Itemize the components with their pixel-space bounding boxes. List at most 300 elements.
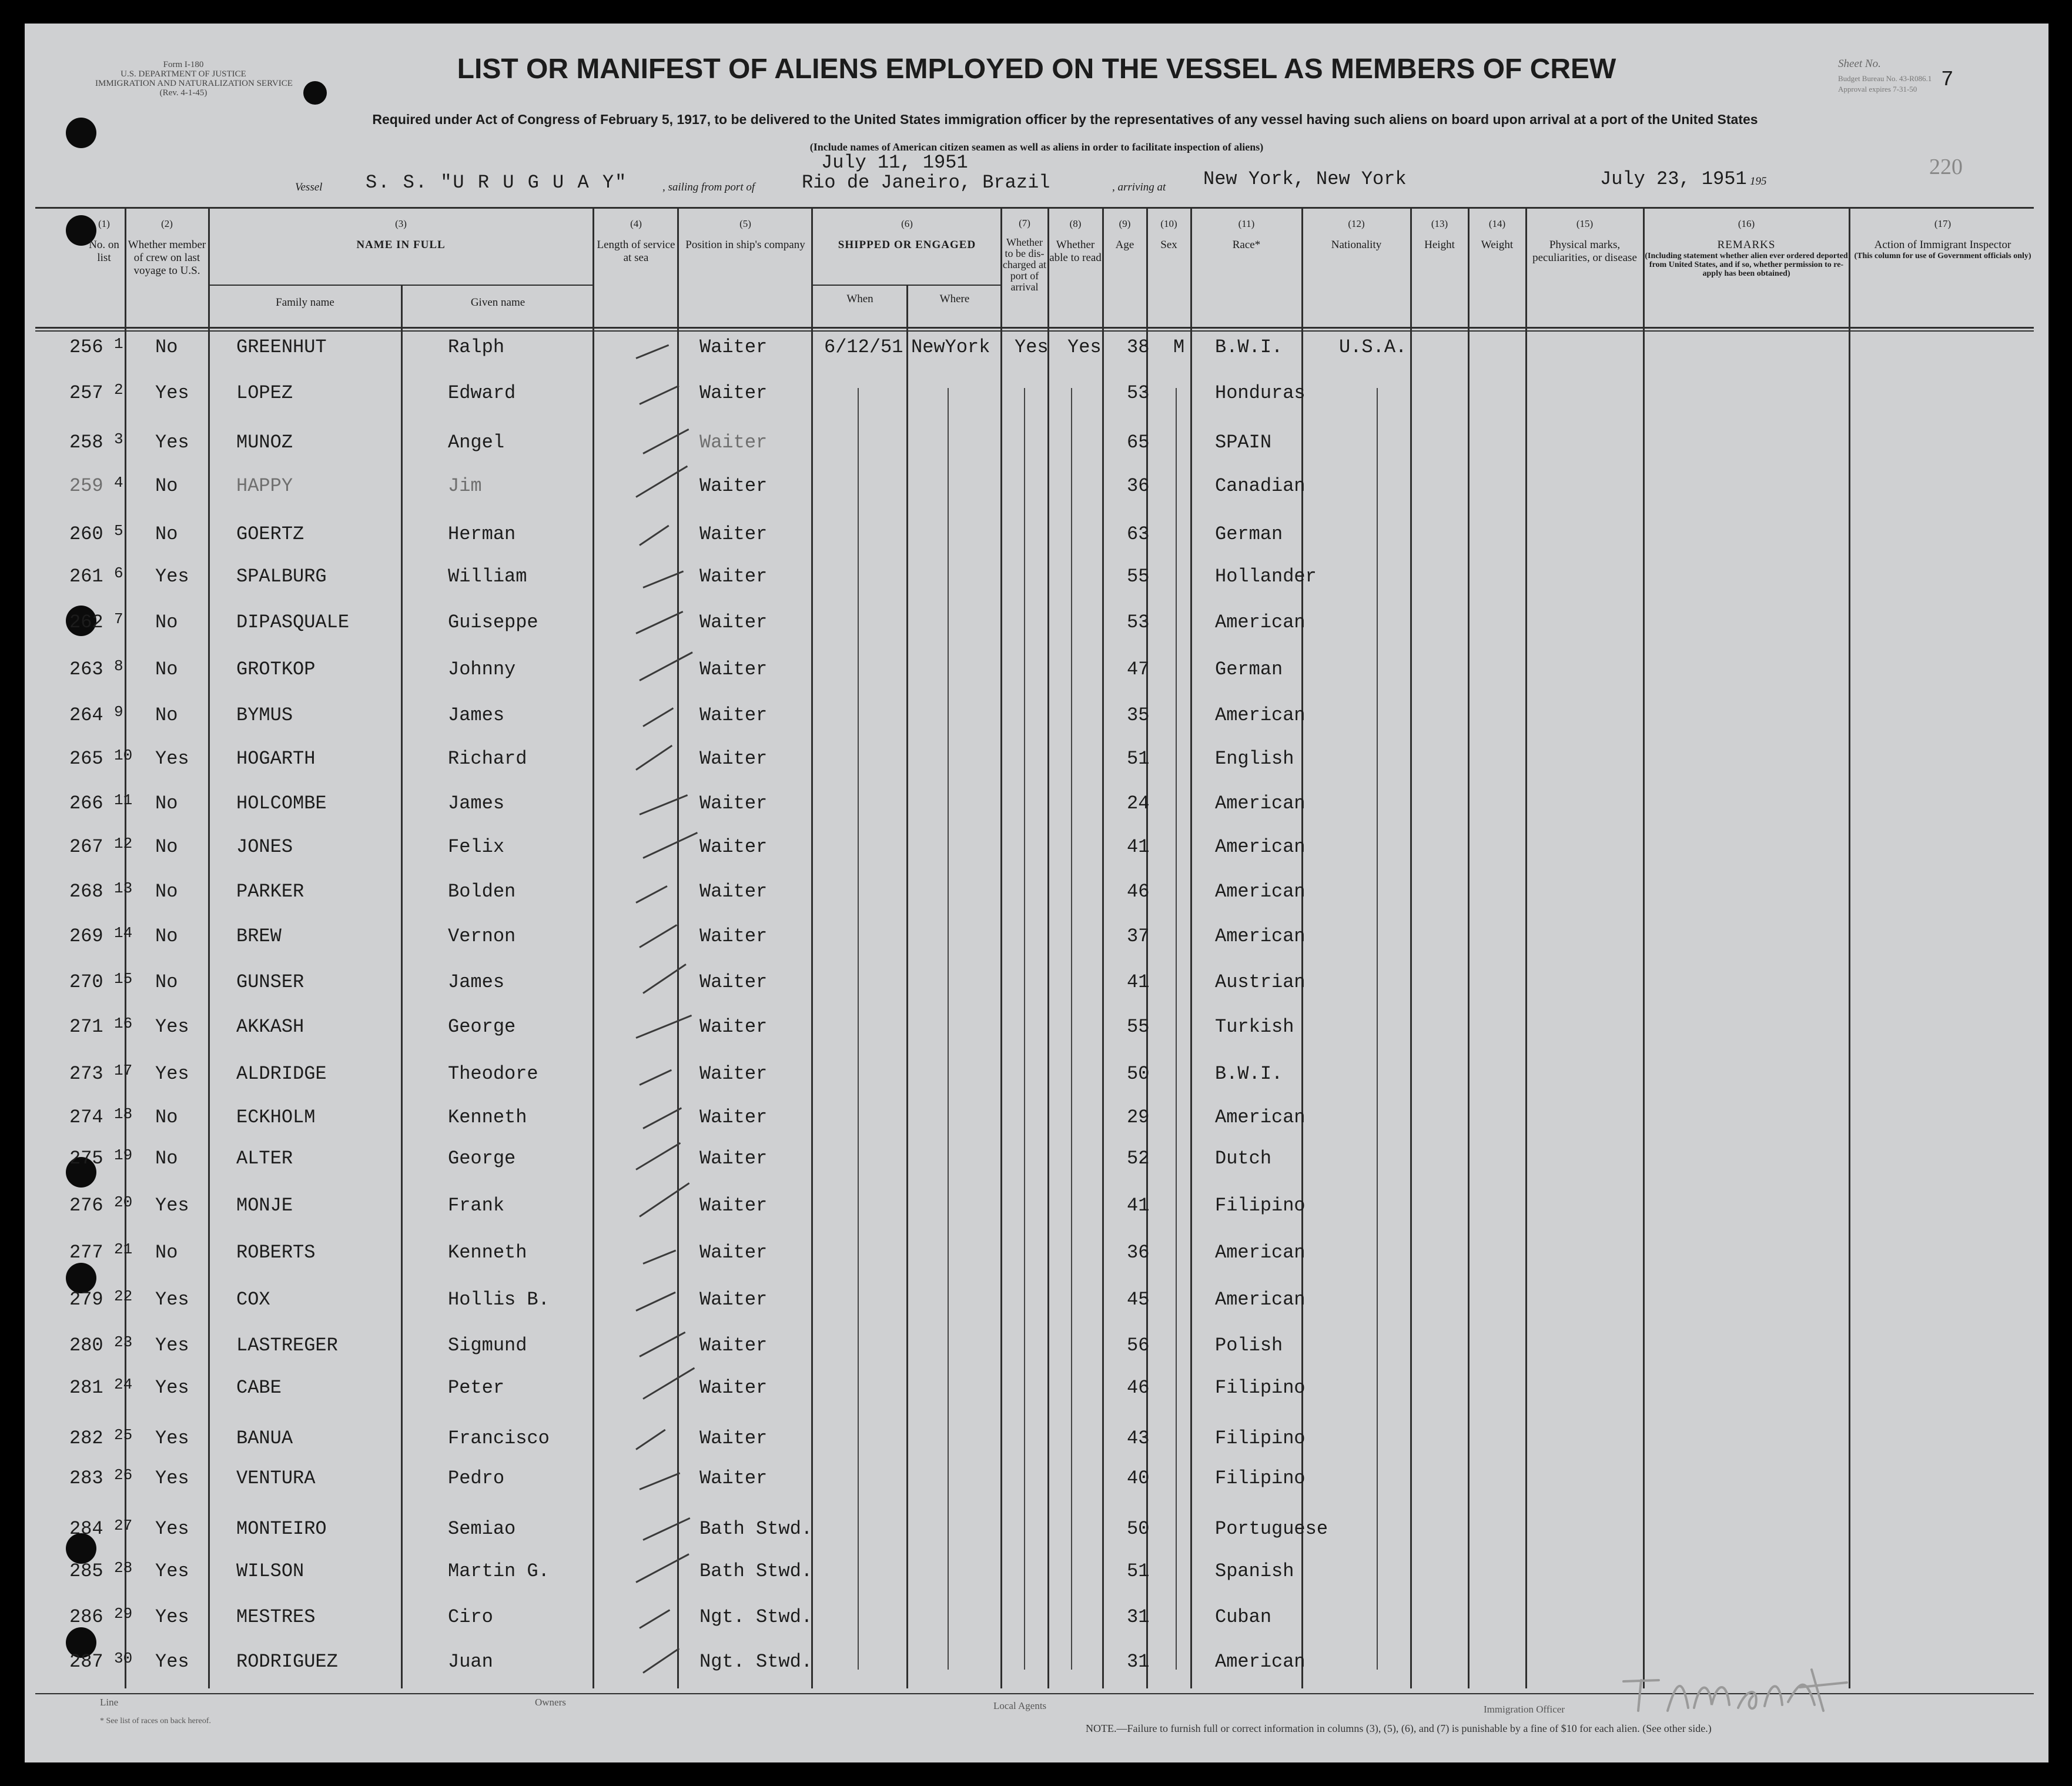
age: 41 <box>1127 1195 1150 1216</box>
ref-number: 280 <box>69 1335 103 1356</box>
ref-number: 265 <box>69 748 103 770</box>
name-subheader-rule <box>208 285 593 286</box>
position: Waiter <box>699 611 768 633</box>
race: Filipino <box>1215 1195 1306 1216</box>
family-name: BANUA <box>236 1427 293 1449</box>
given-name: George <box>448 1016 516 1038</box>
header-weight: (14) Weight <box>1481 218 1514 251</box>
race: Austrian <box>1215 971 1306 993</box>
race: B.W.I. <box>1215 1063 1283 1085</box>
header-discharged: (7) Whether to be dis-charged at port of arrival <box>1002 218 1047 293</box>
table-row <box>25 825 2048 870</box>
ref-number: 270 <box>69 971 103 993</box>
footer-officer-label: Immigration Officer <box>1484 1704 1565 1715</box>
family-name: ECKHOLM <box>236 1106 316 1128</box>
family-name: GROTKOP <box>236 658 316 680</box>
race: American <box>1215 925 1306 947</box>
position: Waiter <box>699 1377 768 1399</box>
age: 40 <box>1127 1467 1150 1489</box>
list-number: 21 <box>114 1240 133 1258</box>
previous-voyage: No <box>155 1106 178 1128</box>
table-row <box>25 421 2048 466</box>
shipped-where: NewYork <box>911 336 990 358</box>
ref-number: 257 <box>69 382 103 404</box>
given-name: Edward <box>448 382 516 404</box>
table-row <box>25 464 2048 509</box>
given-name: Ciro <box>448 1606 493 1628</box>
table-top-rule <box>35 207 2034 209</box>
header-position: (5) Position in ship's company <box>685 218 805 251</box>
race: German <box>1215 658 1283 680</box>
ref-number: 285 <box>69 1560 103 1582</box>
header-where: Where <box>939 293 970 305</box>
given-name: Juan <box>448 1651 493 1673</box>
race: Filipino <box>1215 1377 1306 1399</box>
given-name: Jim <box>448 475 482 497</box>
age: 29 <box>1127 1106 1150 1128</box>
table-row <box>25 1507 2048 1552</box>
list-number: 30 <box>114 1650 133 1667</box>
family-name: ROBERTS <box>236 1242 316 1263</box>
family-name: MONTEIRO <box>236 1518 327 1540</box>
family-name: MONJE <box>236 1195 293 1216</box>
given-name: James <box>448 704 505 726</box>
previous-voyage: No <box>155 611 178 633</box>
position: Waiter <box>699 1467 768 1489</box>
previous-voyage: Yes <box>155 1016 189 1038</box>
table-row <box>25 648 2048 693</box>
list-number: 20 <box>114 1193 133 1211</box>
ref-number: 283 <box>69 1467 103 1489</box>
family-name: MESTRES <box>236 1606 316 1628</box>
header-family-name: Family name <box>276 296 334 309</box>
age: 55 <box>1127 566 1150 587</box>
list-number: 16 <box>114 1015 133 1032</box>
table-row <box>25 1278 2048 1323</box>
age: 37 <box>1127 925 1150 947</box>
given-name: James <box>448 792 505 814</box>
family-name: HOGARTH <box>236 748 316 770</box>
discharged: Yes <box>1015 336 1049 358</box>
list-number: 11 <box>114 791 133 809</box>
family-name: WILSON <box>236 1560 304 1582</box>
race: Polish <box>1215 1335 1283 1356</box>
year-suffix: 195 <box>1750 175 1767 188</box>
given-name: Kenneth <box>448 1106 527 1128</box>
header-physical-marks: (15) Physical marks, peculiarities, or disease <box>1532 218 1637 264</box>
family-name: GREENHUT <box>236 336 327 358</box>
list-number: 27 <box>114 1517 133 1534</box>
age: 46 <box>1127 1377 1150 1399</box>
table-row <box>25 326 2048 370</box>
header-no: (1) No. on list <box>89 218 119 264</box>
ref-number: 261 <box>69 566 103 587</box>
header-prev-voyage: (2) Whether member of crew on last voyage to U.S. <box>128 218 206 277</box>
given-name: Martin G. <box>448 1560 550 1582</box>
table-row <box>25 1550 2048 1594</box>
age: 51 <box>1127 1560 1150 1582</box>
sheet-label: Sheet No. <box>1838 58 1881 70</box>
list-number: 22 <box>114 1287 133 1305</box>
list-number: 24 <box>114 1376 133 1393</box>
header-name: (3) NAME IN FULL <box>356 218 446 251</box>
ref-number: 284 <box>69 1518 103 1540</box>
arrival-date: July 23, 1951 <box>1600 168 1747 190</box>
family-name: CABE <box>236 1377 282 1399</box>
given-name: Hollis B. <box>448 1289 550 1310</box>
given-name: Pedro <box>448 1467 505 1489</box>
given-name: Herman <box>448 523 516 545</box>
able-to-read: Yes <box>1067 336 1102 358</box>
age: 36 <box>1127 475 1150 497</box>
list-number: 19 <box>114 1146 133 1164</box>
position: Waiter <box>699 1195 768 1216</box>
previous-voyage: No <box>155 523 178 545</box>
position: Waiter <box>699 1335 768 1356</box>
race: Canadian <box>1215 475 1306 497</box>
given-name: Kenneth <box>448 1242 527 1263</box>
position: Waiter <box>699 925 768 947</box>
table-row <box>25 1457 2048 1501</box>
family-name: JONES <box>236 836 293 858</box>
family-name: PARKER <box>236 881 304 902</box>
given-name: Ralph <box>448 336 505 358</box>
ref-number: 286 <box>69 1606 103 1628</box>
age: 47 <box>1127 658 1150 680</box>
ref-number: 282 <box>69 1427 103 1449</box>
age: 50 <box>1127 1063 1150 1085</box>
previous-voyage: Yes <box>155 1518 189 1540</box>
vessel-label: Vessel <box>295 181 323 193</box>
footer-owners-label: Owners <box>535 1697 566 1708</box>
position: Waiter <box>699 1106 768 1128</box>
race: Turkish <box>1215 1016 1294 1038</box>
ref-number: 263 <box>69 658 103 680</box>
nationality: U.S.A. <box>1339 336 1407 358</box>
given-name: Theodore <box>448 1063 538 1085</box>
position: Waiter <box>699 704 768 726</box>
footer-line-label: Line <box>100 1697 119 1708</box>
race: American <box>1215 1242 1306 1263</box>
ref-number: 274 <box>69 1106 103 1128</box>
table-row <box>25 513 2048 557</box>
age: 43 <box>1127 1427 1150 1449</box>
header-age: (9) Age <box>1115 218 1134 251</box>
previous-voyage: No <box>155 1242 178 1263</box>
table-row <box>25 961 2048 1005</box>
given-name: Sigmund <box>448 1335 527 1356</box>
family-name: BYMUS <box>236 704 293 726</box>
ref-number: 264 <box>69 704 103 726</box>
ref-number: 269 <box>69 925 103 947</box>
list-number: 15 <box>114 970 133 988</box>
ref-number: 275 <box>69 1148 103 1169</box>
family-name: BREW <box>236 925 282 947</box>
list-number: 25 <box>114 1426 133 1444</box>
ref-number: 266 <box>69 792 103 814</box>
header-given-name: Given name <box>470 296 525 309</box>
family-name: MUNOZ <box>236 432 293 453</box>
age: 31 <box>1127 1606 1150 1628</box>
given-name: Angel <box>448 432 505 453</box>
ref-number: 281 <box>69 1377 103 1399</box>
age: 24 <box>1127 792 1150 814</box>
list-number: 26 <box>114 1466 133 1484</box>
approval-expiry: Approval expires 7-31-50 <box>1838 85 1917 93</box>
footer-race-note: * See list of races on back hereof. <box>100 1717 211 1725</box>
race: American <box>1215 1289 1306 1310</box>
header-inspector-action: (17) Action of Immigrant Inspector (This column for use of Government officials only) <box>1854 218 2031 260</box>
previous-voyage: Yes <box>155 1606 189 1628</box>
family-name: SPALBURG <box>236 566 327 587</box>
arriving-label: , arriving at <box>1112 181 1166 193</box>
age: 45 <box>1127 1289 1150 1310</box>
position: Waiter <box>699 792 768 814</box>
given-name: Frank <box>448 1195 505 1216</box>
position: Ngt. Stwd. <box>699 1651 813 1673</box>
footer-penalty-note: NOTE.—Failure to furnish full or correct information in columns (3), (5), (6), and (7) is punishable by a fine of $10 for each alien. (See other side.) <box>1086 1723 1712 1734</box>
table-row <box>25 870 2048 915</box>
header-nationality: (12) Nationality <box>1331 218 1382 251</box>
race: American <box>1215 881 1306 902</box>
position: Waiter <box>699 475 768 497</box>
position: Waiter <box>699 658 768 680</box>
previous-voyage: No <box>155 971 178 993</box>
family-name: ALDRIDGE <box>236 1063 327 1085</box>
position: Waiter <box>699 1427 768 1449</box>
position: Ngt. Stwd. <box>699 1606 813 1628</box>
age: 51 <box>1127 748 1150 770</box>
position: Bath Stwd. <box>699 1518 813 1540</box>
previous-voyage: No <box>155 925 178 947</box>
given-name: William <box>448 566 527 587</box>
previous-voyage: No <box>155 836 178 858</box>
position: Waiter <box>699 1242 768 1263</box>
position: Waiter <box>699 336 768 358</box>
previous-voyage: Yes <box>155 432 189 453</box>
race: Dutch <box>1215 1148 1272 1169</box>
list-number: 8 <box>114 657 123 675</box>
sheet-number: 7 <box>1941 68 1954 92</box>
race: American <box>1215 792 1306 814</box>
given-name: Semiao <box>448 1518 516 1540</box>
table-row <box>25 915 2048 959</box>
previous-voyage: Yes <box>155 1289 189 1310</box>
ref-number: 279 <box>69 1289 103 1310</box>
table-row <box>25 782 2048 827</box>
list-number: 28 <box>114 1559 133 1577</box>
previous-voyage: Yes <box>155 1377 189 1399</box>
ref-number: 287 <box>69 1651 103 1673</box>
previous-voyage: No <box>155 792 178 814</box>
ref-number: 273 <box>69 1063 103 1085</box>
previous-voyage: Yes <box>155 566 189 587</box>
race: Portuguese <box>1215 1518 1328 1540</box>
age: 38 <box>1127 336 1150 358</box>
header-when: When <box>846 293 873 305</box>
list-number: 10 <box>114 747 133 764</box>
ref-number: 260 <box>69 523 103 545</box>
list-number: 1 <box>114 335 123 353</box>
ref-number: 277 <box>69 1242 103 1263</box>
header-race: (11) Race* <box>1232 218 1261 251</box>
table-row <box>25 555 2048 600</box>
previous-voyage: Yes <box>155 1560 189 1582</box>
given-name: Felix <box>448 836 505 858</box>
page-title: LIST OR MANIFEST OF ALIENS EMPLOYED ON THE VESSEL AS MEMBERS OF CREW <box>457 53 1616 85</box>
form-number: Form I-180 <box>163 60 204 69</box>
table-row <box>25 1137 2048 1182</box>
age: 56 <box>1127 1335 1150 1356</box>
ref-number: 276 <box>69 1195 103 1216</box>
age: 63 <box>1127 523 1150 545</box>
table-row <box>25 1231 2048 1276</box>
list-number: 14 <box>114 924 133 942</box>
officer-signature <box>1612 1646 1859 1723</box>
manifest-sheet <box>25 24 2048 1762</box>
list-number: 2 <box>114 381 123 399</box>
age: 53 <box>1127 611 1150 633</box>
family-name: COX <box>236 1289 270 1310</box>
given-name: James <box>448 971 505 993</box>
previous-voyage: No <box>155 336 178 358</box>
family-name: HAPPY <box>236 475 293 497</box>
list-number: 6 <box>114 564 123 582</box>
age: 36 <box>1127 1242 1150 1263</box>
position: Waiter <box>699 748 768 770</box>
previous-voyage: Yes <box>155 1651 189 1673</box>
position: Waiter <box>699 1063 768 1085</box>
position: Waiter <box>699 836 768 858</box>
position: Waiter <box>699 1289 768 1310</box>
race: American <box>1215 1651 1306 1673</box>
age: 41 <box>1127 836 1150 858</box>
position: Waiter <box>699 523 768 545</box>
position: Waiter <box>699 1148 768 1169</box>
given-name: George <box>448 1148 516 1169</box>
age: 50 <box>1127 1518 1150 1540</box>
list-number: 12 <box>114 835 133 852</box>
position: Waiter <box>699 971 768 993</box>
age: 65 <box>1127 432 1150 453</box>
shipped-subheader-rule <box>811 285 1000 286</box>
previous-voyage: Yes <box>155 1427 189 1449</box>
family-name: ALTER <box>236 1148 293 1169</box>
race: American <box>1215 611 1306 633</box>
position: Waiter <box>699 566 768 587</box>
header-remarks: (16) REMARKS (Including statement whether alien ever ordered deported from United States, and if so, whether permission to re-apply has been obtained) <box>1645 218 1848 278</box>
department: U.S. DEPARTMENT OF JUSTICE <box>120 69 246 79</box>
sailing-date: July 11, 1951 <box>821 152 968 173</box>
list-number: 18 <box>114 1105 133 1123</box>
family-name: GOERTZ <box>236 523 304 545</box>
race: American <box>1215 1106 1306 1128</box>
previous-voyage: Yes <box>155 748 189 770</box>
previous-voyage: Yes <box>155 1063 189 1085</box>
table-row <box>25 1417 2048 1461</box>
given-name: Richard <box>448 748 527 770</box>
position: Waiter <box>699 382 768 404</box>
ref-number: 262 <box>69 611 103 633</box>
previous-voyage: No <box>155 881 178 902</box>
ref-number: 271 <box>69 1016 103 1038</box>
list-number: 7 <box>114 610 123 628</box>
position: Waiter <box>699 881 768 902</box>
budget-bureau: Budget Bureau No. 43-R086.1 <box>1838 74 1932 83</box>
header-able-to-read: (8) Whether able to read <box>1049 218 1102 264</box>
family-name: GUNSER <box>236 971 304 993</box>
previous-voyage: No <box>155 475 178 497</box>
subnote: (Include names of American citizen seamen as well as aliens in order to facilitate inspection of aliens) <box>809 141 1264 153</box>
previous-voyage: Yes <box>155 1335 189 1356</box>
list-number: 3 <box>114 430 123 448</box>
position: Waiter <box>699 1016 768 1038</box>
race: Filipino <box>1215 1427 1306 1449</box>
ref-number: 268 <box>69 881 103 902</box>
footer-agents-label: Local Agents <box>993 1700 1047 1711</box>
header-sex: (10) Sex <box>1160 218 1177 251</box>
family-name: LASTREGER <box>236 1335 338 1356</box>
family-name: RODRIGUEZ <box>236 1651 338 1673</box>
header-shipped: (6) SHIPPED OR ENGAGED <box>838 218 976 251</box>
race: German <box>1215 523 1283 545</box>
form-revision: (Rev. 4-1-45) <box>159 88 207 98</box>
table-row <box>25 372 2048 416</box>
table-row <box>25 694 2048 738</box>
service: IMMIGRATION AND NATURALIZATION SERVICE <box>95 79 293 88</box>
table-row <box>25 1005 2048 1050</box>
previous-voyage: Yes <box>155 382 189 404</box>
list-number: 5 <box>114 522 123 540</box>
age: 52 <box>1127 1148 1150 1169</box>
given-name: Francisco <box>448 1427 550 1449</box>
stamp-number: 220 <box>1929 155 1963 179</box>
family-name: HOLCOMBE <box>236 792 327 814</box>
list-number: 13 <box>114 879 133 897</box>
list-number: 29 <box>114 1605 133 1623</box>
table-row <box>25 1366 2048 1411</box>
ref-number: 267 <box>69 836 103 858</box>
age: 53 <box>1127 382 1150 404</box>
previous-voyage: No <box>155 658 178 680</box>
race: B.W.I. <box>1215 336 1283 358</box>
table-row <box>25 737 2048 782</box>
age: 35 <box>1127 704 1150 726</box>
age: 41 <box>1127 971 1150 993</box>
race: Filipino <box>1215 1467 1306 1489</box>
race: Hollander <box>1215 566 1317 587</box>
family-name: AKKASH <box>236 1016 304 1038</box>
given-name: Johnny <box>448 658 516 680</box>
ref-number: 259 <box>69 475 103 497</box>
position: Bath Stwd. <box>699 1560 813 1582</box>
previous-voyage: Yes <box>155 1467 189 1489</box>
given-name: Guiseppe <box>448 611 538 633</box>
header-height: (13) Height <box>1424 218 1455 251</box>
previous-voyage: Yes <box>155 1195 189 1216</box>
header-service: (4) Length of service at sea <box>597 218 675 264</box>
arrival-port: New York, New York <box>1203 168 1407 190</box>
sex: M <box>1173 336 1185 358</box>
ref-number: 256 <box>69 336 103 358</box>
given-name: Vernon <box>448 925 516 947</box>
shipped-when: 6/12/51 <box>824 336 903 358</box>
family-name: DIPASQUALE <box>236 611 350 633</box>
list-number: 4 <box>114 474 123 491</box>
race: English <box>1215 748 1294 770</box>
ref-number: 258 <box>69 432 103 453</box>
given-name: Peter <box>448 1377 505 1399</box>
